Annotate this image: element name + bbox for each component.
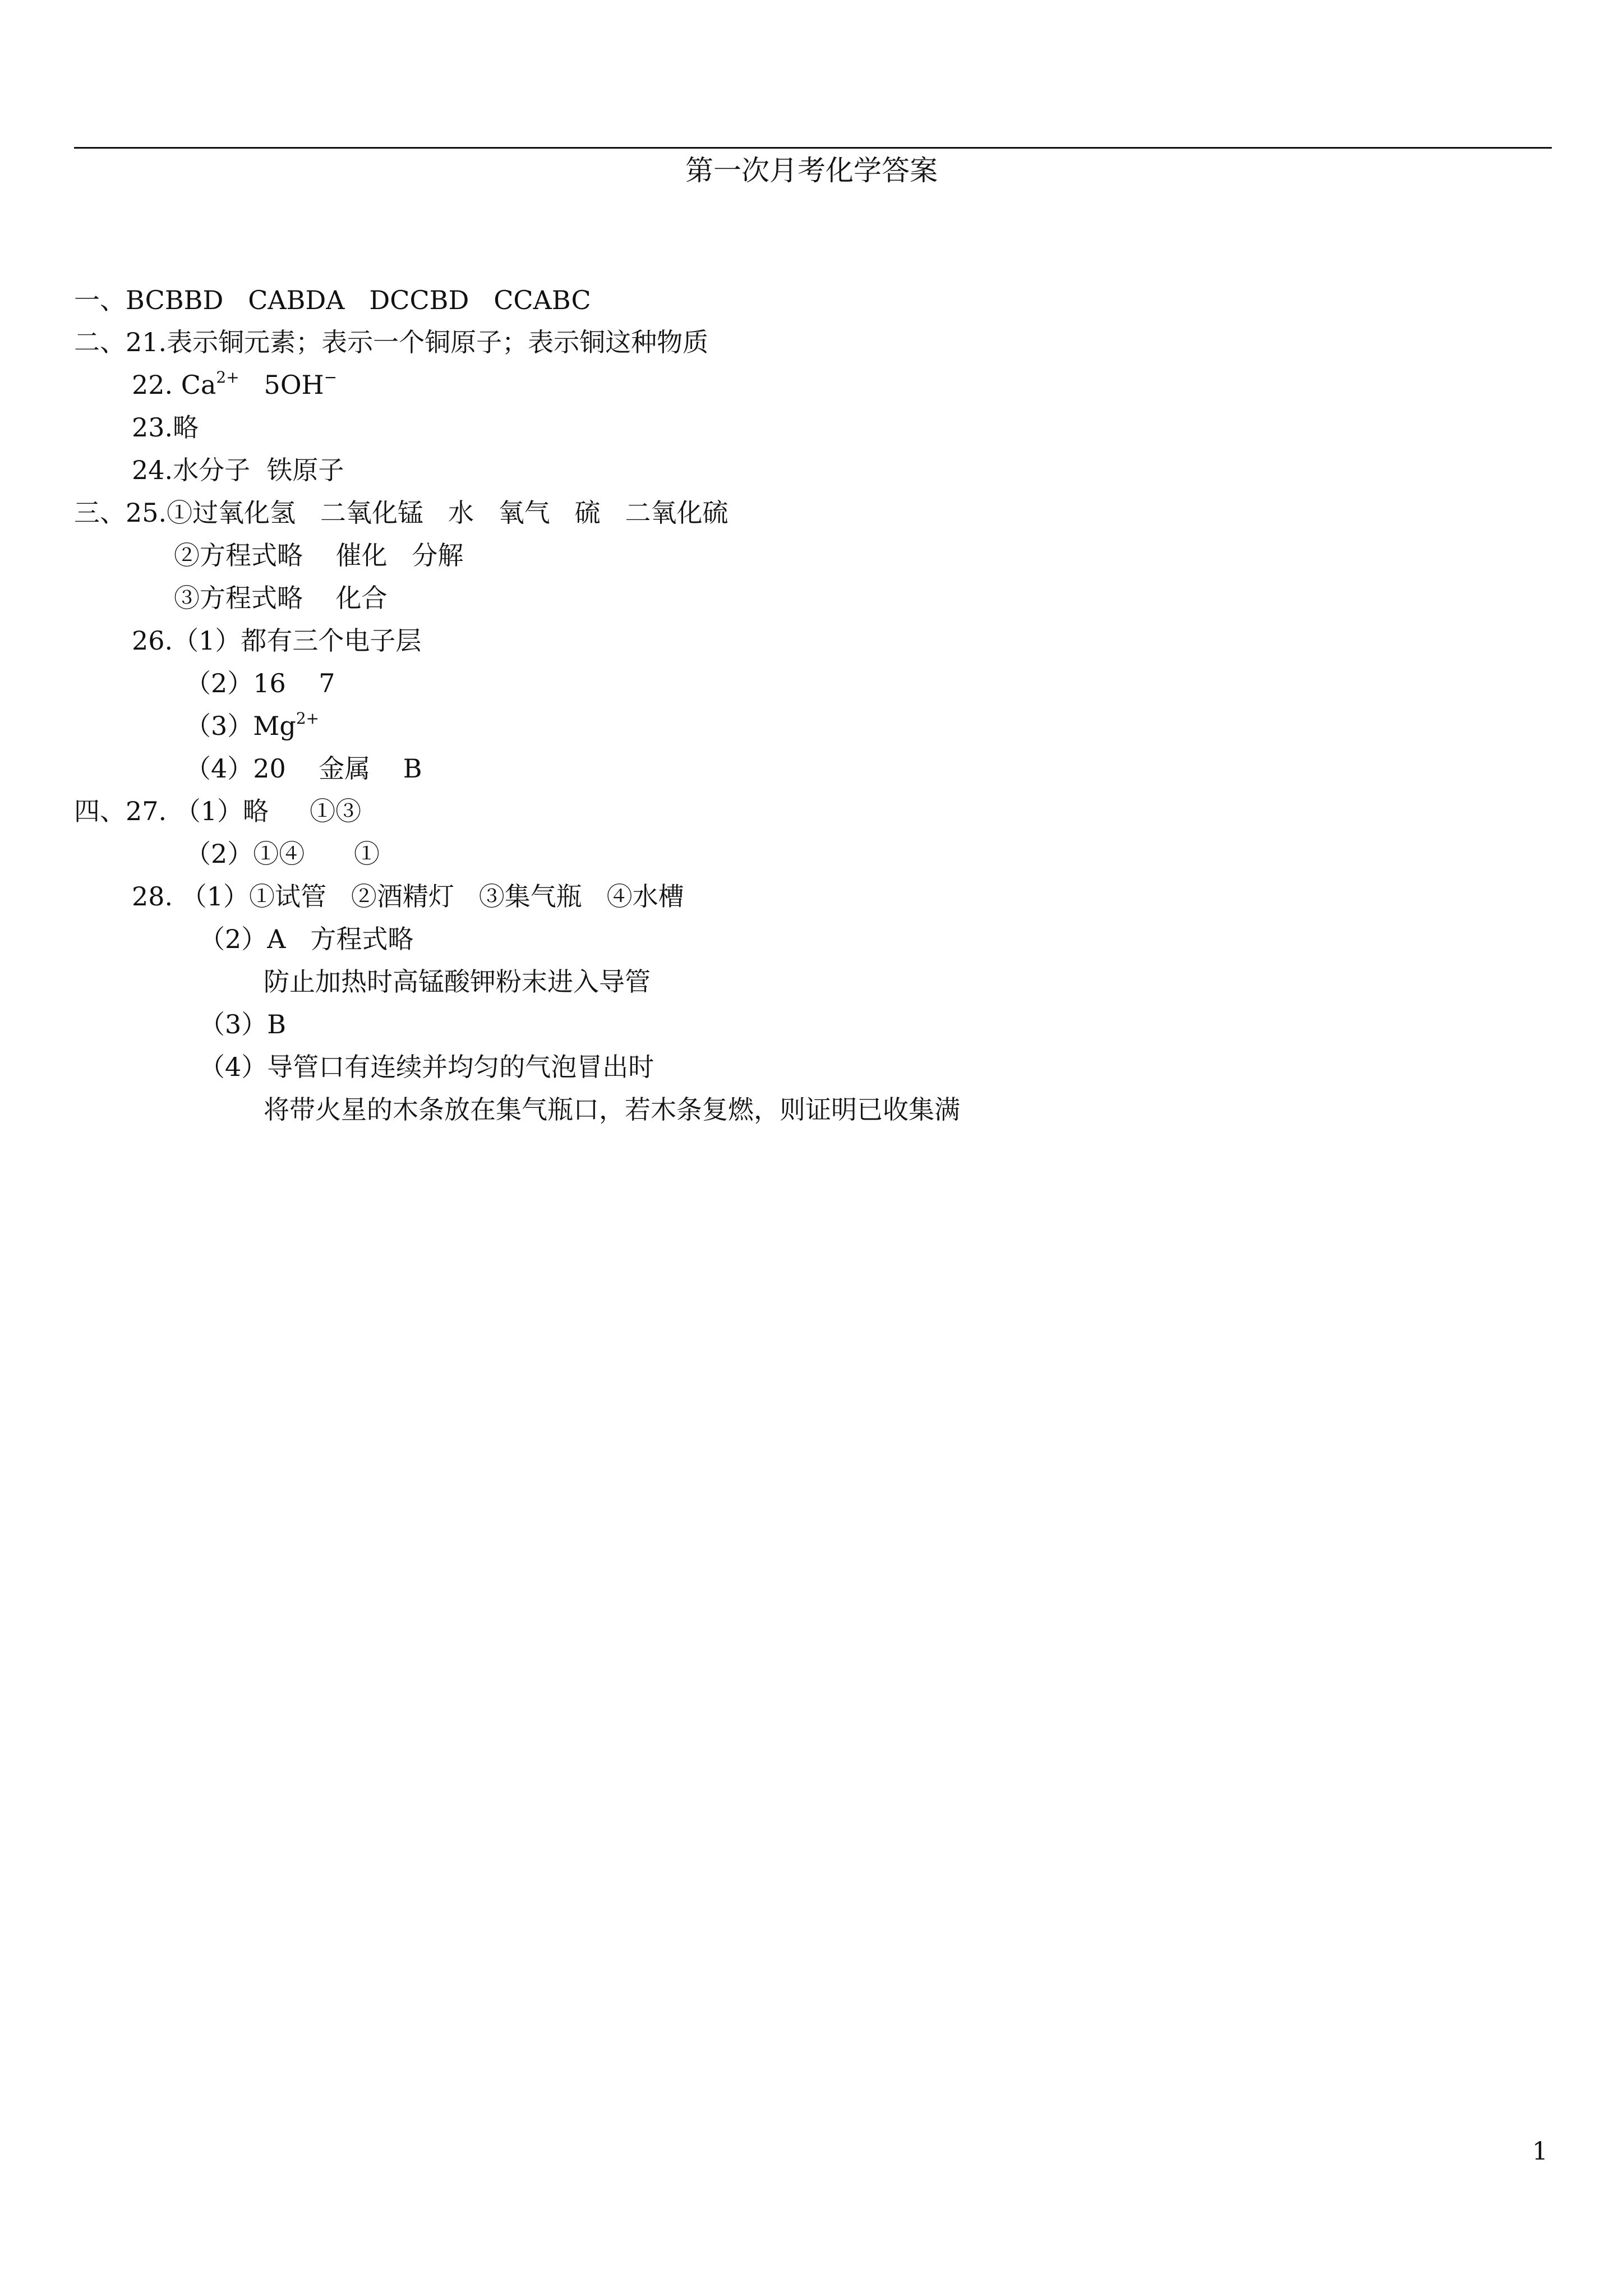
answer-line-26-3: $(3)Mg^{2+}$ [185, 709, 320, 741]
answer-line-26-2: （2）16 7 [185, 668, 335, 698]
answer-line-28-4-note: 将带火星的木条放在集气瓶口，若木条复燃，则证明已收集满 [264, 1094, 960, 1125]
answer-line-21: 二、21.表示铜元素；表示一个铜原子；表示铜这种物质 [74, 327, 709, 357]
answer-line-28-3: （3）B [199, 1009, 287, 1039]
header-rule [74, 147, 1552, 149]
answer-line-multiple-choice: 一、BCBBD CABDA DCCBD CCABC [74, 285, 591, 315]
answer-line-24: 24.水分子 铁原子 [132, 455, 344, 485]
answer-line-22: 22. $Ca^{2+}$ 5OH− [132, 368, 338, 400]
answer-line-23: 23.略 [132, 412, 199, 443]
answer-line-28-2: （2）A 方程式略 [199, 924, 414, 954]
answer-line-25-1: 三、25.①过氧化氢 二氧化锰 水 氧气 硫 二氧化硫 [74, 498, 728, 528]
page-title: 第一次月考化学答案 [685, 154, 938, 187]
answer-line-26-4: （4）20 金属 B [185, 753, 422, 784]
answer-line-25-2: ②方程式略 催化 分解 [174, 540, 464, 570]
answer-line-28-1: 28. （1）①试管 ②酒精灯 ③集气瓶 ④水槽 [132, 881, 684, 912]
page-number: 1 [1532, 2137, 1548, 2166]
answer-line-28-2-note: 防止加热时高锰酸钾粉末进入导管 [264, 967, 651, 997]
answer-line-27-2: （2）①④ ① [185, 839, 380, 869]
answer-line-27-1: 四、27. （1）略 ①③ [74, 796, 362, 826]
answer-line-28-4: （4）导管口有连续并均匀的气泡冒出时 [199, 1052, 654, 1082]
answer-line-25-3: ③方程式略 化合 [174, 583, 388, 613]
answer-line-26-1: 26.（1）都有三个电子层 [132, 625, 422, 656]
